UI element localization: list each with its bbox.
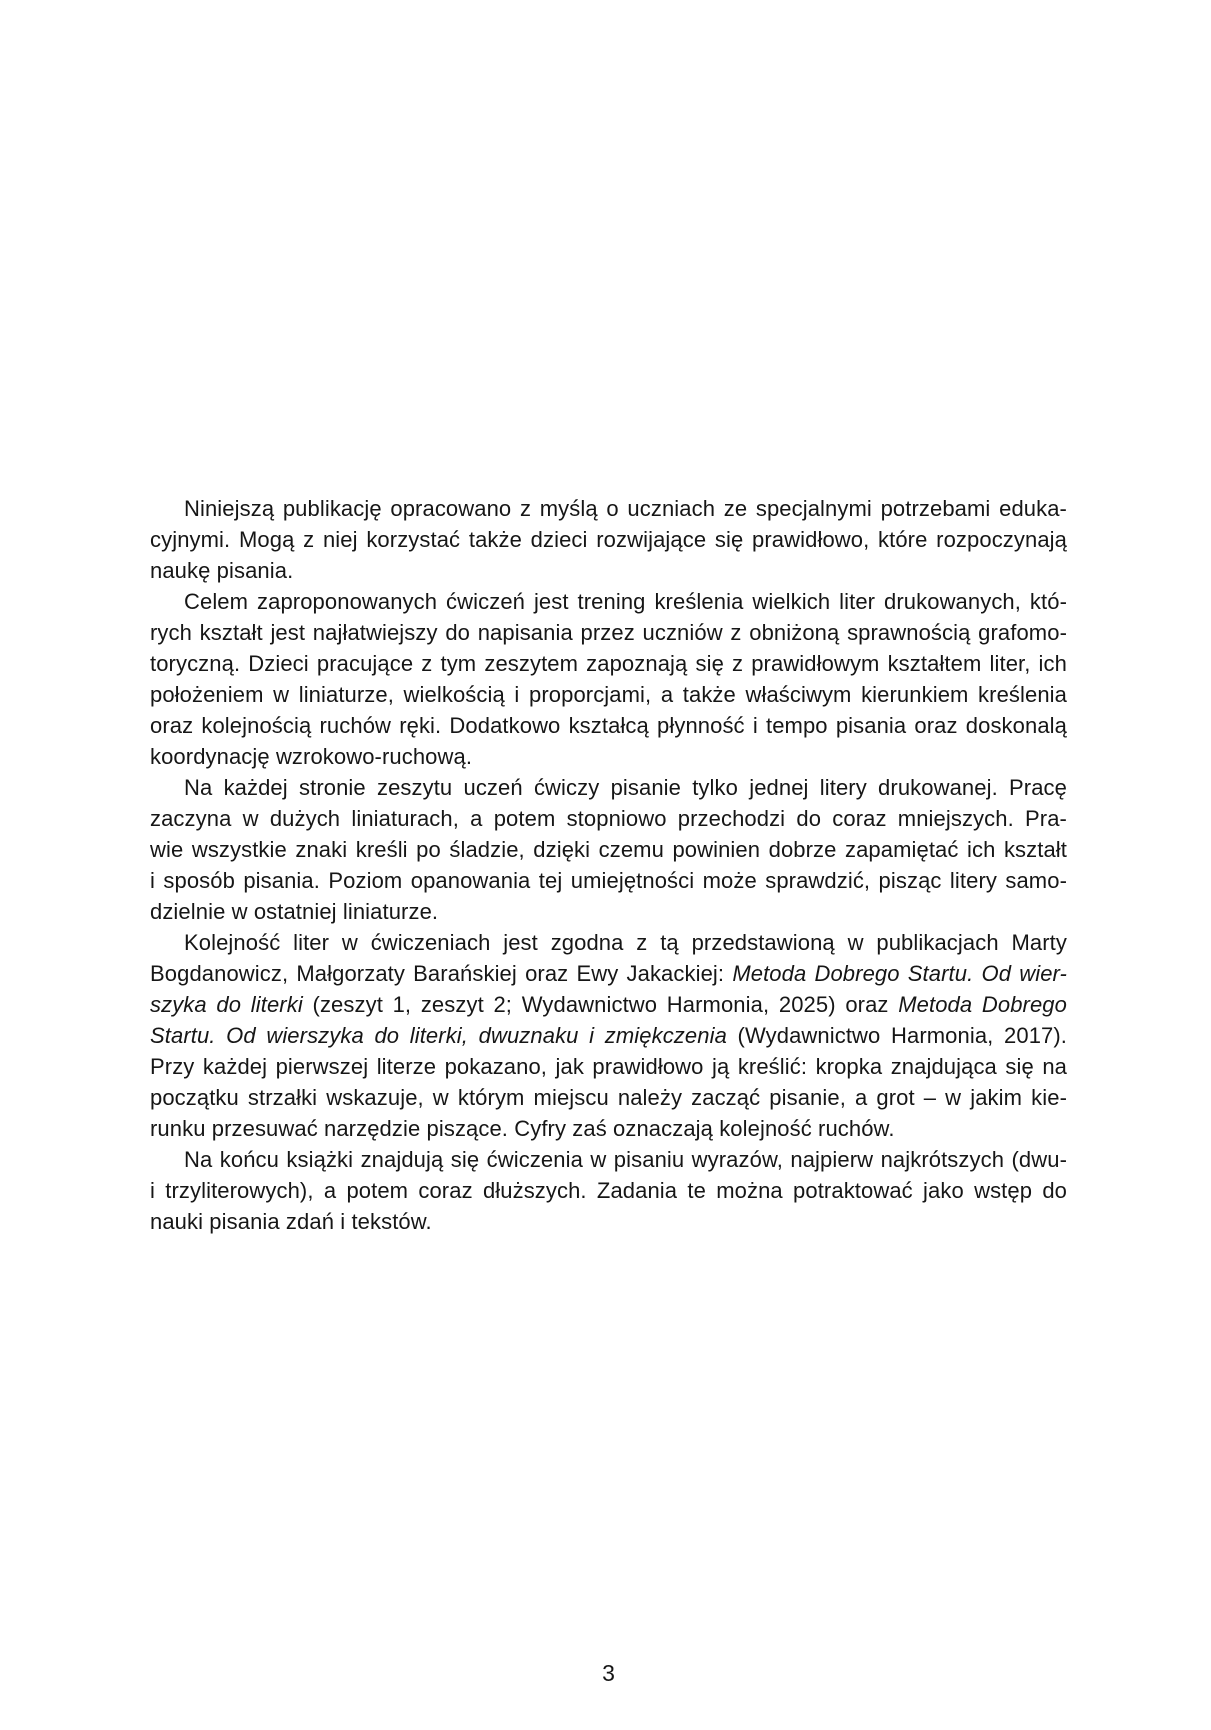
- text-line: [150, 648, 1067, 679]
- text-segment: Przy każdej pierwszej literze pokazano, jak prawidłowo ją kreślić: kropka znajdująca się na: [150, 1054, 1067, 1079]
- text-segment: wie wszystkie znaki kreśli po śladzie, dzięki czemu powinien dobrze zapamiętać ich kształt: [150, 837, 1067, 862]
- text-line: [150, 524, 1067, 555]
- text-segment: i trzyliterowych), a potem coraz dłuższych. Zadania te można potraktować jako wstęp do: [150, 1178, 1067, 1203]
- paragraph-5: [150, 1144, 1067, 1237]
- text-segment: Kolejność liter w ćwiczeniach jest zgodna z tą przedstawioną w publikacjach Marty: [184, 930, 1067, 955]
- text-segment: runku przesuwać narzędzie piszące. Cyfry zaś oznaczają kolejność ruchów.: [150, 1116, 895, 1141]
- text-segment: i sposób pisania. Poziom opanowania tej umiejętności może sprawdzić, pisząc litery samo-: [150, 868, 1067, 893]
- text-line: [150, 1082, 1067, 1113]
- text-segment: Celem zaproponowanych ćwiczeń jest trening kreślenia wielkich liter drukowanych, któ-: [184, 589, 1067, 614]
- text-line: [150, 958, 1067, 989]
- paragraph-2: [150, 586, 1067, 772]
- text-line: [150, 555, 1067, 586]
- text-segment: naukę pisania.: [150, 558, 294, 583]
- text-line: [150, 586, 1067, 617]
- text-segment: (Wydawnictwo Harmonia, 2017).: [737, 1023, 1067, 1048]
- text-segment: położeniem w liniaturze, wielkością i proporcjami, a także właściwym kierunkiem kreślenia: [150, 682, 1067, 707]
- text-line: [150, 1051, 1067, 1082]
- body-text: [150, 493, 1067, 1237]
- text-line: [150, 1206, 1067, 1237]
- text-segment: zaczyna w dużych liniaturach, a potem stopniowo przechodzi do coraz mniejszych. Pra-: [150, 806, 1067, 831]
- text-segment: nauki pisania zdań i tekstów.: [150, 1209, 432, 1234]
- text-line: [150, 927, 1067, 958]
- book-title-italic: Startu. Od wierszyka do literki, dwuznaku i zmiękczenia: [150, 1023, 738, 1048]
- text-line: [150, 741, 1067, 772]
- text-line: [150, 710, 1067, 741]
- text-segment: cyjnymi. Mogą z niej korzystać także dzieci rozwijające się prawidłowo, które rozpoczynają: [150, 527, 1067, 552]
- text-segment: oraz kolejnością ruchów ręki. Dodatkowo kształcą płynność i tempo pisania oraz doskonalą: [150, 713, 1067, 738]
- text-line: [150, 896, 1067, 927]
- text-line: [150, 617, 1067, 648]
- book-title-italic: szyka do literki: [150, 992, 313, 1017]
- text-line: [150, 834, 1067, 865]
- paragraph-4: [150, 927, 1067, 1144]
- text-segment: Na każdej stronie zeszytu uczeń ćwiczy pisanie tylko jednej litery drukowanej. Pracę: [184, 775, 1067, 800]
- text-line: [150, 803, 1067, 834]
- text-segment: rych kształt jest najłatwiejszy do napisania przez uczniów z obniżoną sprawnością grafomo-: [150, 620, 1067, 645]
- text-segment: (zeszyt 1, zeszyt 2; Wydawnictwo Harmonia, 2025) oraz: [312, 992, 899, 1017]
- text-segment: koordynację wzrokowo-ruchową.: [150, 744, 473, 769]
- text-line: [150, 493, 1067, 524]
- text-segment: początku strzałki wskazuje, w którym miejscu należy zacząć pisanie, a grot – w jakim kie-: [150, 1085, 1067, 1110]
- text-segment: dzielnie w ostatniej liniaturze.: [150, 899, 439, 924]
- book-title-italic: Metoda Dobrego: [898, 992, 1067, 1017]
- text-line: [150, 772, 1067, 803]
- text-line: [150, 1144, 1067, 1175]
- text-segment: Bogdanowicz, Małgorzaty Barańskiej oraz Ewy Jakackiej:: [150, 961, 733, 986]
- text-line: [150, 1020, 1067, 1051]
- page-number: 3: [602, 1660, 615, 1686]
- paragraph-3: [150, 772, 1067, 927]
- text-segment: Niniejszą publikację opracowano z myślą o uczniach ze specjalnymi potrzebami eduka-: [184, 496, 1067, 521]
- text-segment: toryczną. Dzieci pracujące z tym zeszytem zapoznają się z prawidłowym kształtem liter, ich: [150, 651, 1067, 676]
- text-line: [150, 679, 1067, 710]
- text-line: [150, 1175, 1067, 1206]
- text-line: [150, 865, 1067, 896]
- text-line: [150, 1113, 1067, 1144]
- paragraph-1: [150, 493, 1067, 586]
- text-segment: Na końcu książki znajdują się ćwiczenia w pisaniu wyrazów, najpierw najkrótszych (dwu-: [184, 1147, 1067, 1172]
- text-line: [150, 989, 1067, 1020]
- book-title-italic: Metoda Dobrego Startu. Od wier-: [732, 961, 1067, 986]
